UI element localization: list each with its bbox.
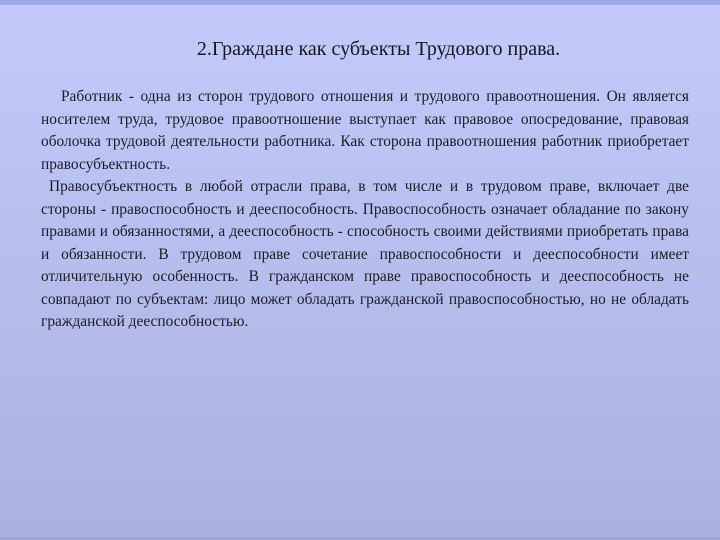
paragraph-employee: Работник - одна из сторон трудового отношения и трудового правоотношения. Он является носителем труда, трудовое правоотношение выступает как правовое опосредование, правовая оболочка трудовой деятельности работника. Как сторона правоотношения работник приобретает правосубъектность. xyxy=(41,88,689,173)
slide-body xyxy=(41,86,689,334)
paragraph-legal-personality: Правосубъектность в любой отрасли права, в том числе и в трудовом праве, включает две стороны - правоспособность и дееспособность. Правоспособность означает обладание по закону правами и обязанностями, а дееспособность - способность своими действиями приобретать права и обязанности. В трудовом праве сочетание правоспособности и дееспособности имеет отличительную особенность. В гражданском праве правоспособность и дееспособность не совпадают по субъектам: лицо может обладать гражданской правоспособностью, но не обладать гражданской дееспособностью. xyxy=(41,178,689,330)
slide-title: 2.Граждане как субъекты Трудового права. xyxy=(196,38,561,60)
slide-top-border xyxy=(0,0,720,5)
